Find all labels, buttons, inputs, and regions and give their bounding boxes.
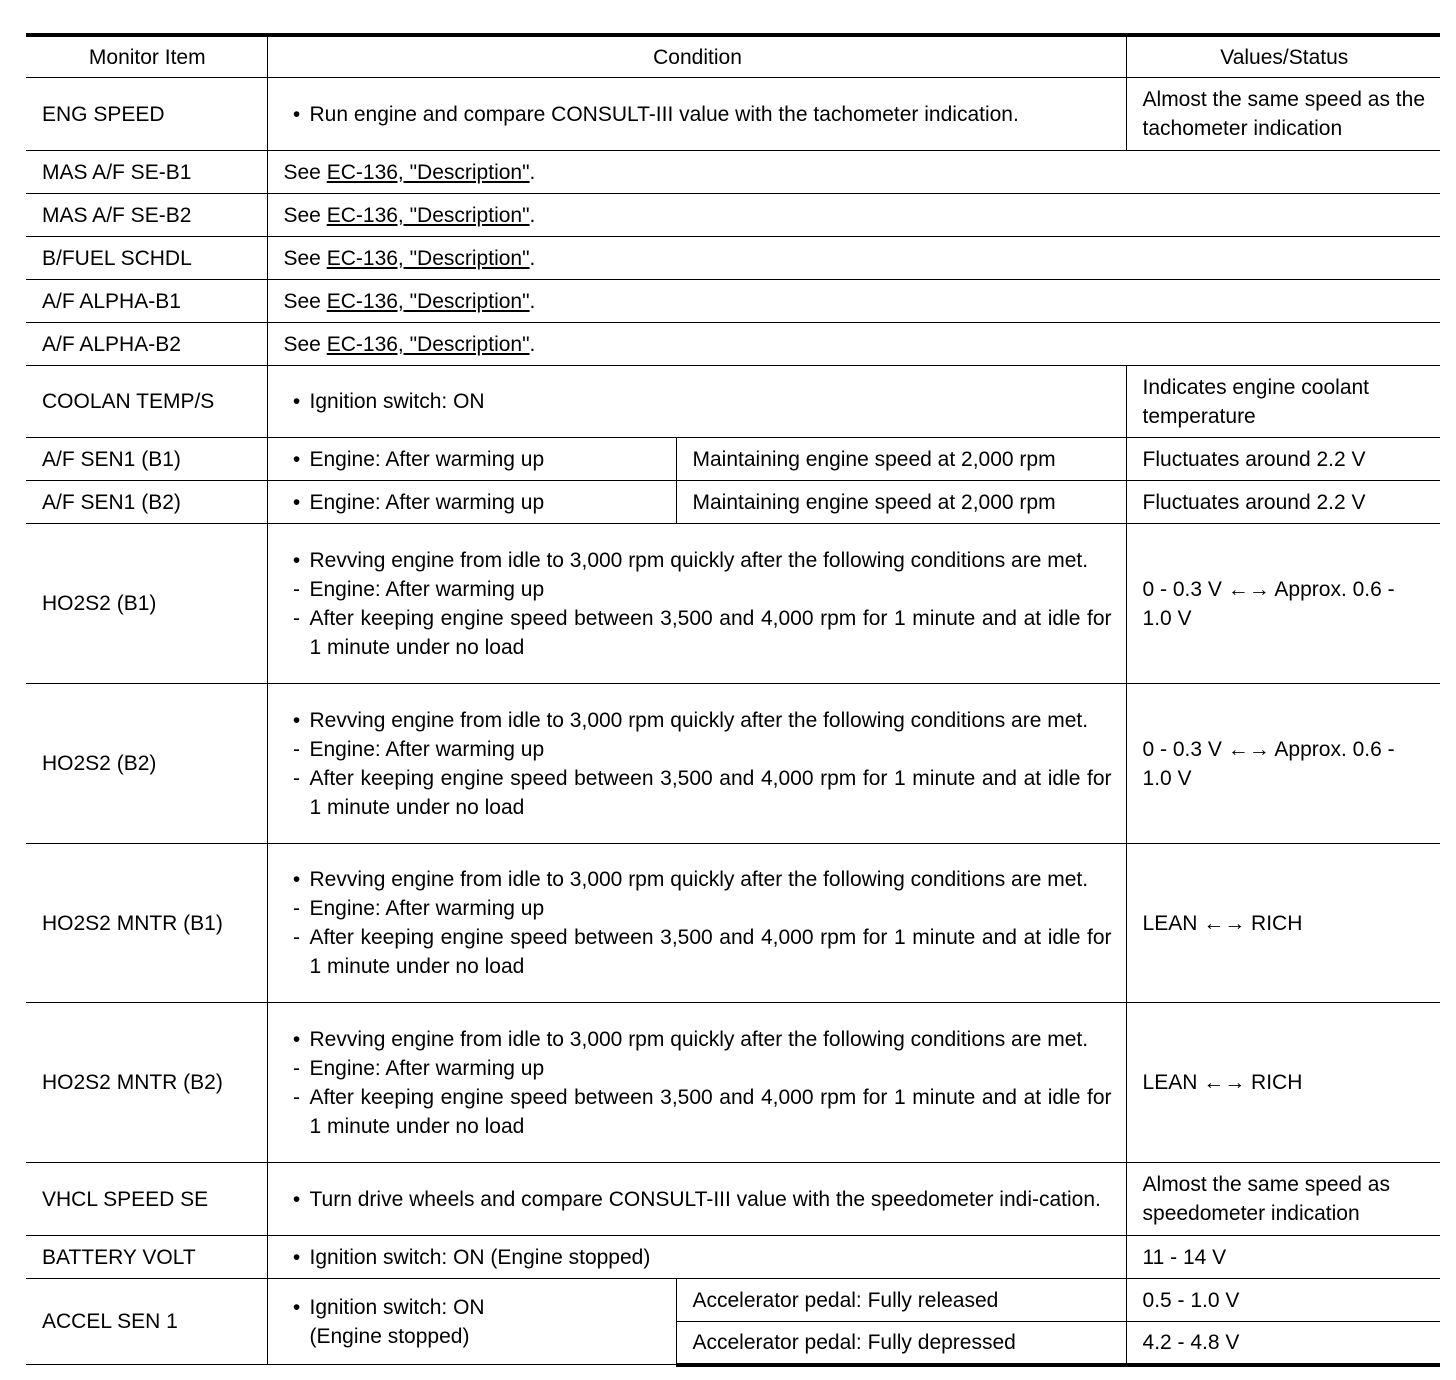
condition: See EC-136, "Description". bbox=[267, 194, 1440, 237]
value-status: 0 - 0.3 V ←→ Approx. 0.6 - 1.0 V bbox=[1126, 524, 1440, 684]
condition: • Revving engine from idle to 3,000 rpm quickly after the following conditions are met. - Engine: After warming up - After keeping engine speed between 3,500 and 4,000 rpm for 1 minute and at idle for 1 minute under no load bbox=[267, 844, 1126, 1003]
table-row bbox=[26, 151, 1440, 194]
value-status: 0.5 - 1.0 V bbox=[1126, 1279, 1440, 1322]
monitor-item: BATTERY VOLT bbox=[26, 1236, 267, 1279]
value-status: 11 - 14 V bbox=[1126, 1236, 1440, 1279]
condition: • Revving engine from idle to 3,000 rpm quickly after the following conditions are met. - Engine: After warming up - After keeping engine speed between 3,500 and 4,000 rpm for 1 minute and at idle for 1 minute under no load bbox=[267, 524, 1126, 684]
table-row bbox=[26, 1163, 1440, 1236]
sub-condition: Accelerator pedal: Fully released bbox=[676, 1279, 1126, 1322]
table-row bbox=[26, 1003, 1440, 1163]
condition: • Run engine and compare CONSULT-III value with the tachometer indication. bbox=[267, 78, 1126, 151]
monitor-item: MAS A/F SE-B1 bbox=[26, 151, 267, 194]
header-values-status: Values/Status bbox=[1126, 35, 1440, 78]
monitor-item: HO2S2 (B2) bbox=[26, 684, 267, 844]
condition: • Ignition switch: ON bbox=[267, 366, 1126, 438]
table-row bbox=[26, 280, 1440, 323]
monitor-item: A/F ALPHA-B1 bbox=[26, 280, 267, 323]
monitor-item: A/F SEN1 (B1) bbox=[26, 438, 267, 481]
table-row bbox=[26, 366, 1440, 438]
description-link[interactable]: EC-136, "Description" bbox=[326, 160, 530, 184]
sub-condition: Accelerator pedal: Fully depressed bbox=[676, 1322, 1126, 1365]
value-status: Fluctuates around 2.2 V bbox=[1126, 438, 1440, 481]
monitor-item: HO2S2 MNTR (B1) bbox=[26, 844, 267, 1003]
monitor-item: MAS A/F SE-B2 bbox=[26, 194, 267, 237]
sub-condition: Maintaining engine speed at 2,000 rpm bbox=[676, 481, 1126, 524]
table-row bbox=[26, 481, 1440, 524]
value-status: Almost the same speed as the tachometer indication bbox=[1126, 78, 1440, 151]
condition: • Ignition switch: ON (Engine stopped) bbox=[267, 1236, 1126, 1279]
monitor-item: ENG SPEED bbox=[26, 78, 267, 151]
description-link[interactable]: EC-136, "Description" bbox=[326, 332, 530, 356]
description-link[interactable]: EC-136, "Description" bbox=[326, 246, 530, 270]
condition: • Revving engine from idle to 3,000 rpm quickly after the following conditions are met. - Engine: After warming up - After keeping engine speed between 3,500 and 4,000 rpm for 1 minute and at idle for 1 minute under no load bbox=[267, 1003, 1126, 1163]
value-status: LEAN ←→ RICH bbox=[1126, 844, 1440, 1003]
table-row bbox=[26, 438, 1440, 481]
condition: See EC-136, "Description". bbox=[267, 237, 1440, 280]
condition: • Engine: After warming up bbox=[267, 438, 676, 481]
description-link[interactable]: EC-136, "Description" bbox=[326, 203, 530, 227]
condition: See EC-136, "Description". bbox=[267, 323, 1440, 366]
monitor-item: A/F ALPHA-B2 bbox=[26, 323, 267, 366]
header-condition: Condition bbox=[267, 35, 1126, 78]
value-status: LEAN ←→ RICH bbox=[1126, 1003, 1440, 1163]
condition: • Turn drive wheels and compare CONSULT-III value with the speedometer indi-cation. bbox=[267, 1163, 1126, 1236]
header-row bbox=[26, 35, 1440, 78]
header-monitor-item: Monitor Item bbox=[26, 35, 267, 78]
condition: See EC-136, "Description". bbox=[267, 151, 1440, 194]
table-row bbox=[26, 237, 1440, 280]
table-row bbox=[26, 844, 1440, 1003]
table-row bbox=[26, 1236, 1440, 1279]
condition: • Ignition switch: ON (Engine stopped) bbox=[267, 1279, 676, 1365]
value-status: 0 - 0.3 V ←→ Approx. 0.6 - 1.0 V bbox=[1126, 684, 1440, 844]
sub-condition: Maintaining engine speed at 2,000 rpm bbox=[676, 438, 1126, 481]
monitor-item: VHCL SPEED SE bbox=[26, 1163, 267, 1236]
monitor-item: HO2S2 (B1) bbox=[26, 524, 267, 684]
table-row bbox=[26, 78, 1440, 151]
table-row bbox=[26, 323, 1440, 366]
monitor-item: A/F SEN1 (B2) bbox=[26, 481, 267, 524]
table-row bbox=[26, 1279, 1440, 1322]
monitor-item: ACCEL SEN 1 bbox=[26, 1279, 267, 1365]
value-status: Fluctuates around 2.2 V bbox=[1126, 481, 1440, 524]
table-row bbox=[26, 524, 1440, 684]
value-status: Almost the same speed as speedometer indication bbox=[1126, 1163, 1440, 1236]
condition: • Engine: After warming up bbox=[267, 481, 676, 524]
monitor-item: HO2S2 MNTR (B2) bbox=[26, 1003, 267, 1163]
value-status: 4.2 - 4.8 V bbox=[1126, 1322, 1440, 1365]
value-status: Indicates engine coolant temperature bbox=[1126, 366, 1440, 438]
table-row bbox=[26, 684, 1440, 844]
monitor-item: B/FUEL SCHDL bbox=[26, 237, 267, 280]
monitor-item: COOLAN TEMP/S bbox=[26, 366, 267, 438]
description-link[interactable]: EC-136, "Description" bbox=[326, 289, 530, 313]
table-row bbox=[26, 194, 1440, 237]
monitor-item-table bbox=[26, 33, 1440, 1367]
condition: • Revving engine from idle to 3,000 rpm quickly after the following conditions are met. - Engine: After warming up - After keeping engine speed between 3,500 and 4,000 rpm for 1 minute and at idle for 1 minute under no load bbox=[267, 684, 1126, 844]
condition: See EC-136, "Description". bbox=[267, 280, 1440, 323]
